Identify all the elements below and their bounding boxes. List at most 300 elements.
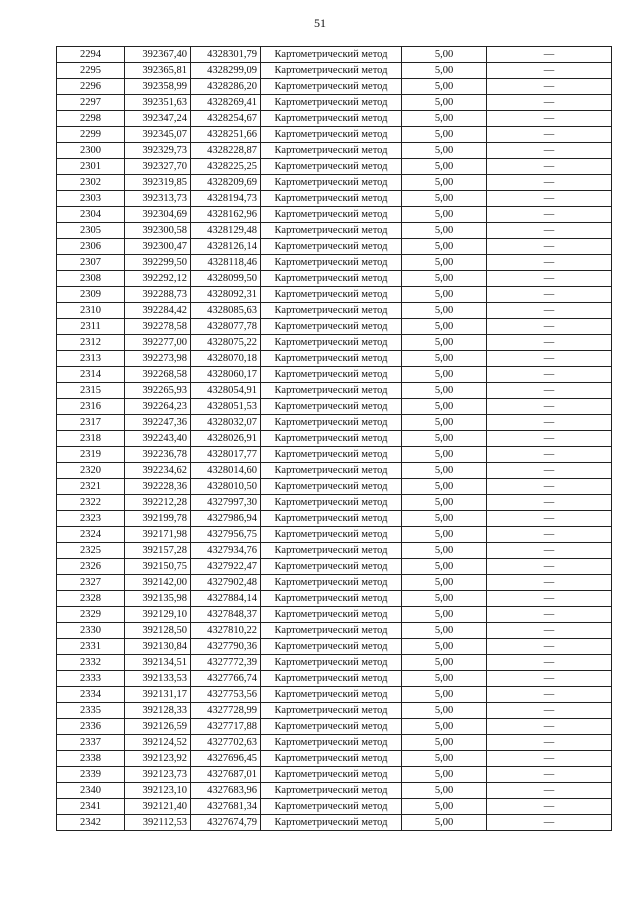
method-cell: Картометрический метод	[261, 479, 402, 495]
y-coordinate-cell: 4327687,01	[191, 767, 261, 783]
extra-cell: —	[487, 447, 612, 463]
table-row	[57, 527, 612, 543]
x-coordinate-cell: 392131,17	[125, 687, 191, 703]
extra-cell: —	[487, 207, 612, 223]
accuracy-cell: 5,00	[402, 175, 487, 191]
extra-cell: —	[487, 191, 612, 207]
point-number-cell: 2303	[57, 191, 125, 207]
method-cell: Картометрический метод	[261, 191, 402, 207]
x-coordinate-cell: 392129,10	[125, 607, 191, 623]
method-cell: Картометрический метод	[261, 527, 402, 543]
point-number-cell: 2323	[57, 511, 125, 527]
point-number-cell: 2333	[57, 671, 125, 687]
x-coordinate-cell: 392345,07	[125, 127, 191, 143]
extra-cell: —	[487, 767, 612, 783]
table-row	[57, 495, 612, 511]
method-cell: Картометрический метод	[261, 735, 402, 751]
extra-cell: —	[487, 415, 612, 431]
method-cell: Картометрический метод	[261, 463, 402, 479]
method-cell: Картометрический метод	[261, 767, 402, 783]
extra-cell: —	[487, 319, 612, 335]
coordinates-table-body	[57, 47, 612, 831]
extra-cell: —	[487, 127, 612, 143]
extra-cell: —	[487, 607, 612, 623]
x-coordinate-cell: 392284,42	[125, 303, 191, 319]
extra-cell: —	[487, 463, 612, 479]
extra-cell: —	[487, 287, 612, 303]
extra-cell: —	[487, 783, 612, 799]
y-coordinate-cell: 4328269,41	[191, 95, 261, 111]
coordinates-table	[56, 46, 612, 831]
accuracy-cell: 5,00	[402, 799, 487, 815]
table-row	[57, 623, 612, 639]
point-number-cell: 2299	[57, 127, 125, 143]
extra-cell: —	[487, 719, 612, 735]
table-row	[57, 319, 612, 335]
point-number-cell: 2315	[57, 383, 125, 399]
extra-cell: —	[487, 575, 612, 591]
accuracy-cell: 5,00	[402, 591, 487, 607]
table-row	[57, 639, 612, 655]
point-number-cell: 2335	[57, 703, 125, 719]
accuracy-cell: 5,00	[402, 351, 487, 367]
point-number-cell: 2294	[57, 47, 125, 63]
y-coordinate-cell: 4327922,47	[191, 559, 261, 575]
x-coordinate-cell: 392212,28	[125, 495, 191, 511]
table-row	[57, 223, 612, 239]
table-row	[57, 271, 612, 287]
table-row	[57, 287, 612, 303]
method-cell: Картометрический метод	[261, 63, 402, 79]
method-cell: Картометрический метод	[261, 95, 402, 111]
y-coordinate-cell: 4327681,34	[191, 799, 261, 815]
table-row	[57, 127, 612, 143]
y-coordinate-cell: 4327766,74	[191, 671, 261, 687]
accuracy-cell: 5,00	[402, 111, 487, 127]
y-coordinate-cell: 4327997,30	[191, 495, 261, 511]
extra-cell: —	[487, 479, 612, 495]
method-cell: Картометрический метод	[261, 639, 402, 655]
x-coordinate-cell: 392365,81	[125, 63, 191, 79]
point-number-cell: 2326	[57, 559, 125, 575]
point-number-cell: 2320	[57, 463, 125, 479]
accuracy-cell: 5,00	[402, 367, 487, 383]
y-coordinate-cell: 4328077,78	[191, 319, 261, 335]
table-row	[57, 303, 612, 319]
extra-cell: —	[487, 351, 612, 367]
x-coordinate-cell: 392265,93	[125, 383, 191, 399]
y-coordinate-cell: 4328228,87	[191, 143, 261, 159]
table-row	[57, 463, 612, 479]
x-coordinate-cell: 392124,52	[125, 735, 191, 751]
accuracy-cell: 5,00	[402, 159, 487, 175]
accuracy-cell: 5,00	[402, 495, 487, 511]
x-coordinate-cell: 392313,73	[125, 191, 191, 207]
extra-cell: —	[487, 527, 612, 543]
y-coordinate-cell: 4328118,46	[191, 255, 261, 271]
method-cell: Картометрический метод	[261, 319, 402, 335]
x-coordinate-cell: 392234,62	[125, 463, 191, 479]
y-coordinate-cell: 4328251,66	[191, 127, 261, 143]
point-number-cell: 2336	[57, 719, 125, 735]
point-number-cell: 2339	[57, 767, 125, 783]
table-row	[57, 239, 612, 255]
accuracy-cell: 5,00	[402, 783, 487, 799]
y-coordinate-cell: 4327717,88	[191, 719, 261, 735]
point-number-cell: 2306	[57, 239, 125, 255]
y-coordinate-cell: 4327702,63	[191, 735, 261, 751]
y-coordinate-cell: 4328129,48	[191, 223, 261, 239]
extra-cell: —	[487, 271, 612, 287]
method-cell: Картометрический метод	[261, 431, 402, 447]
method-cell: Картометрический метод	[261, 687, 402, 703]
point-number-cell: 2332	[57, 655, 125, 671]
table-row	[57, 255, 612, 271]
table-row	[57, 447, 612, 463]
table-row	[57, 79, 612, 95]
method-cell: Картометрический метод	[261, 335, 402, 351]
point-number-cell: 2322	[57, 495, 125, 511]
method-cell: Картометрический метод	[261, 367, 402, 383]
point-number-cell: 2317	[57, 415, 125, 431]
y-coordinate-cell: 4327674,79	[191, 815, 261, 831]
x-coordinate-cell: 392142,00	[125, 575, 191, 591]
table-row	[57, 191, 612, 207]
y-coordinate-cell: 4328286,20	[191, 79, 261, 95]
x-coordinate-cell: 392347,24	[125, 111, 191, 127]
extra-cell: —	[487, 47, 612, 63]
y-coordinate-cell: 4327986,94	[191, 511, 261, 527]
extra-cell: —	[487, 63, 612, 79]
y-coordinate-cell: 4327884,14	[191, 591, 261, 607]
point-number-cell: 2305	[57, 223, 125, 239]
table-row	[57, 95, 612, 111]
x-coordinate-cell: 392236,78	[125, 447, 191, 463]
y-coordinate-cell: 4328014,60	[191, 463, 261, 479]
table-row	[57, 415, 612, 431]
y-coordinate-cell: 4328209,69	[191, 175, 261, 191]
x-coordinate-cell: 392112,53	[125, 815, 191, 831]
method-cell: Картометрический метод	[261, 783, 402, 799]
x-coordinate-cell: 392243,40	[125, 431, 191, 447]
x-coordinate-cell: 392133,53	[125, 671, 191, 687]
accuracy-cell: 5,00	[402, 335, 487, 351]
accuracy-cell: 5,00	[402, 383, 487, 399]
point-number-cell: 2341	[57, 799, 125, 815]
x-coordinate-cell: 392123,92	[125, 751, 191, 767]
y-coordinate-cell: 4327790,36	[191, 639, 261, 655]
x-coordinate-cell: 392123,73	[125, 767, 191, 783]
accuracy-cell: 5,00	[402, 687, 487, 703]
method-cell: Картометрический метод	[261, 543, 402, 559]
method-cell: Картометрический метод	[261, 303, 402, 319]
accuracy-cell: 5,00	[402, 127, 487, 143]
y-coordinate-cell: 4328054,91	[191, 383, 261, 399]
y-coordinate-cell: 4327728,99	[191, 703, 261, 719]
y-coordinate-cell: 4327753,56	[191, 687, 261, 703]
accuracy-cell: 5,00	[402, 607, 487, 623]
x-coordinate-cell: 392358,99	[125, 79, 191, 95]
method-cell: Картометрический метод	[261, 351, 402, 367]
method-cell: Картометрический метод	[261, 815, 402, 831]
point-number-cell: 2325	[57, 543, 125, 559]
x-coordinate-cell: 392247,36	[125, 415, 191, 431]
x-coordinate-cell: 392278,58	[125, 319, 191, 335]
method-cell: Картометрический метод	[261, 143, 402, 159]
table-row	[57, 175, 612, 191]
accuracy-cell: 5,00	[402, 255, 487, 271]
y-coordinate-cell: 4327772,39	[191, 655, 261, 671]
x-coordinate-cell: 392299,50	[125, 255, 191, 271]
point-number-cell: 2338	[57, 751, 125, 767]
accuracy-cell: 5,00	[402, 47, 487, 63]
x-coordinate-cell: 392300,58	[125, 223, 191, 239]
y-coordinate-cell: 4328070,18	[191, 351, 261, 367]
extra-cell: —	[487, 511, 612, 527]
x-coordinate-cell: 392288,73	[125, 287, 191, 303]
point-number-cell: 2321	[57, 479, 125, 495]
extra-cell: —	[487, 383, 612, 399]
x-coordinate-cell: 392268,58	[125, 367, 191, 383]
extra-cell: —	[487, 639, 612, 655]
y-coordinate-cell: 4327810,22	[191, 623, 261, 639]
accuracy-cell: 5,00	[402, 463, 487, 479]
accuracy-cell: 5,00	[402, 271, 487, 287]
method-cell: Картометрический метод	[261, 415, 402, 431]
accuracy-cell: 5,00	[402, 319, 487, 335]
x-coordinate-cell: 392277,00	[125, 335, 191, 351]
x-coordinate-cell: 392157,28	[125, 543, 191, 559]
method-cell: Картометрический метод	[261, 255, 402, 271]
x-coordinate-cell: 392327,70	[125, 159, 191, 175]
accuracy-cell: 5,00	[402, 559, 487, 575]
accuracy-cell: 5,00	[402, 239, 487, 255]
method-cell: Картометрический метод	[261, 111, 402, 127]
point-number-cell: 2316	[57, 399, 125, 415]
x-coordinate-cell: 392128,33	[125, 703, 191, 719]
extra-cell: —	[487, 815, 612, 831]
method-cell: Картометрический метод	[261, 287, 402, 303]
accuracy-cell: 5,00	[402, 479, 487, 495]
point-number-cell: 2340	[57, 783, 125, 799]
x-coordinate-cell: 392150,75	[125, 559, 191, 575]
x-coordinate-cell: 392135,98	[125, 591, 191, 607]
method-cell: Картометрический метод	[261, 127, 402, 143]
accuracy-cell: 5,00	[402, 751, 487, 767]
accuracy-cell: 5,00	[402, 95, 487, 111]
method-cell: Картометрический метод	[261, 799, 402, 815]
y-coordinate-cell: 4328032,07	[191, 415, 261, 431]
accuracy-cell: 5,00	[402, 527, 487, 543]
y-coordinate-cell: 4328085,63	[191, 303, 261, 319]
method-cell: Картометрический метод	[261, 47, 402, 63]
accuracy-cell: 5,00	[402, 223, 487, 239]
method-cell: Картометрический метод	[261, 671, 402, 687]
extra-cell: —	[487, 175, 612, 191]
accuracy-cell: 5,00	[402, 655, 487, 671]
point-number-cell: 2334	[57, 687, 125, 703]
x-coordinate-cell: 392273,98	[125, 351, 191, 367]
extra-cell: —	[487, 543, 612, 559]
x-coordinate-cell: 392134,51	[125, 655, 191, 671]
y-coordinate-cell: 4328017,77	[191, 447, 261, 463]
table-row	[57, 575, 612, 591]
table-row	[57, 735, 612, 751]
extra-cell: —	[487, 751, 612, 767]
extra-cell: —	[487, 255, 612, 271]
point-number-cell: 2313	[57, 351, 125, 367]
y-coordinate-cell: 4328092,31	[191, 287, 261, 303]
extra-cell: —	[487, 399, 612, 415]
method-cell: Картометрический метод	[261, 79, 402, 95]
y-coordinate-cell: 4328299,09	[191, 63, 261, 79]
y-coordinate-cell: 4327696,45	[191, 751, 261, 767]
accuracy-cell: 5,00	[402, 735, 487, 751]
method-cell: Картометрический метод	[261, 655, 402, 671]
extra-cell: —	[487, 703, 612, 719]
accuracy-cell: 5,00	[402, 207, 487, 223]
accuracy-cell: 5,00	[402, 191, 487, 207]
y-coordinate-cell: 4327902,48	[191, 575, 261, 591]
point-number-cell: 2298	[57, 111, 125, 127]
accuracy-cell: 5,00	[402, 767, 487, 783]
table-row	[57, 479, 612, 495]
extra-cell: —	[487, 591, 612, 607]
table-row	[57, 783, 612, 799]
method-cell: Картометрический метод	[261, 511, 402, 527]
method-cell: Картометрический метод	[261, 751, 402, 767]
table-row	[57, 47, 612, 63]
accuracy-cell: 5,00	[402, 511, 487, 527]
table-row	[57, 543, 612, 559]
page-number: 51	[314, 16, 326, 30]
table-row	[57, 767, 612, 783]
point-number-cell: 2304	[57, 207, 125, 223]
method-cell: Картометрический метод	[261, 447, 402, 463]
accuracy-cell: 5,00	[402, 447, 487, 463]
method-cell: Картометрический метод	[261, 207, 402, 223]
table-row	[57, 671, 612, 687]
accuracy-cell: 5,00	[402, 287, 487, 303]
y-coordinate-cell: 4328301,79	[191, 47, 261, 63]
extra-cell: —	[487, 79, 612, 95]
x-coordinate-cell: 392319,85	[125, 175, 191, 191]
x-coordinate-cell: 392329,73	[125, 143, 191, 159]
y-coordinate-cell: 4328225,25	[191, 159, 261, 175]
method-cell: Картометрический метод	[261, 559, 402, 575]
extra-cell: —	[487, 367, 612, 383]
extra-cell: —	[487, 655, 612, 671]
table-row	[57, 719, 612, 735]
extra-cell: —	[487, 623, 612, 639]
accuracy-cell: 5,00	[402, 431, 487, 447]
method-cell: Картометрический метод	[261, 271, 402, 287]
table-row	[57, 607, 612, 623]
accuracy-cell: 5,00	[402, 575, 487, 591]
table-row	[57, 687, 612, 703]
table-row	[57, 559, 612, 575]
extra-cell: —	[487, 303, 612, 319]
y-coordinate-cell: 4327683,96	[191, 783, 261, 799]
point-number-cell: 2300	[57, 143, 125, 159]
extra-cell: —	[487, 95, 612, 111]
table-row	[57, 511, 612, 527]
table-row	[57, 111, 612, 127]
point-number-cell: 2302	[57, 175, 125, 191]
table-row	[57, 207, 612, 223]
point-number-cell: 2311	[57, 319, 125, 335]
y-coordinate-cell: 4328051,53	[191, 399, 261, 415]
x-coordinate-cell: 392171,98	[125, 527, 191, 543]
table-row	[57, 655, 612, 671]
accuracy-cell: 5,00	[402, 79, 487, 95]
extra-cell: —	[487, 687, 612, 703]
extra-cell: —	[487, 223, 612, 239]
extra-cell: —	[487, 239, 612, 255]
table-row	[57, 351, 612, 367]
method-cell: Картометрический метод	[261, 223, 402, 239]
point-number-cell: 2329	[57, 607, 125, 623]
point-number-cell: 2310	[57, 303, 125, 319]
x-coordinate-cell: 392130,84	[125, 639, 191, 655]
accuracy-cell: 5,00	[402, 815, 487, 831]
table-row	[57, 399, 612, 415]
y-coordinate-cell: 4327848,37	[191, 607, 261, 623]
table-row	[57, 143, 612, 159]
extra-cell: —	[487, 111, 612, 127]
extra-cell: —	[487, 799, 612, 815]
accuracy-cell: 5,00	[402, 415, 487, 431]
x-coordinate-cell: 392304,69	[125, 207, 191, 223]
table-row	[57, 159, 612, 175]
y-coordinate-cell: 4328194,73	[191, 191, 261, 207]
point-number-cell: 2307	[57, 255, 125, 271]
point-number-cell: 2331	[57, 639, 125, 655]
accuracy-cell: 5,00	[402, 543, 487, 559]
extra-cell: —	[487, 735, 612, 751]
y-coordinate-cell: 4328254,67	[191, 111, 261, 127]
extra-cell: —	[487, 495, 612, 511]
extra-cell: —	[487, 159, 612, 175]
point-number-cell: 2337	[57, 735, 125, 751]
point-number-cell: 2328	[57, 591, 125, 607]
accuracy-cell: 5,00	[402, 671, 487, 687]
point-number-cell: 2301	[57, 159, 125, 175]
accuracy-cell: 5,00	[402, 703, 487, 719]
method-cell: Картометрический метод	[261, 399, 402, 415]
extra-cell: —	[487, 671, 612, 687]
table-row	[57, 431, 612, 447]
accuracy-cell: 5,00	[402, 63, 487, 79]
extra-cell: —	[487, 335, 612, 351]
point-number-cell: 2324	[57, 527, 125, 543]
method-cell: Картометрический метод	[261, 575, 402, 591]
x-coordinate-cell: 392264,23	[125, 399, 191, 415]
x-coordinate-cell: 392199,78	[125, 511, 191, 527]
accuracy-cell: 5,00	[402, 639, 487, 655]
x-coordinate-cell: 392367,40	[125, 47, 191, 63]
point-number-cell: 2297	[57, 95, 125, 111]
table-row	[57, 815, 612, 831]
point-number-cell: 2308	[57, 271, 125, 287]
point-number-cell: 2312	[57, 335, 125, 351]
method-cell: Картометрический метод	[261, 159, 402, 175]
x-coordinate-cell: 392292,12	[125, 271, 191, 287]
y-coordinate-cell: 4328126,14	[191, 239, 261, 255]
table-row	[57, 383, 612, 399]
extra-cell: —	[487, 559, 612, 575]
method-cell: Картометрический метод	[261, 383, 402, 399]
